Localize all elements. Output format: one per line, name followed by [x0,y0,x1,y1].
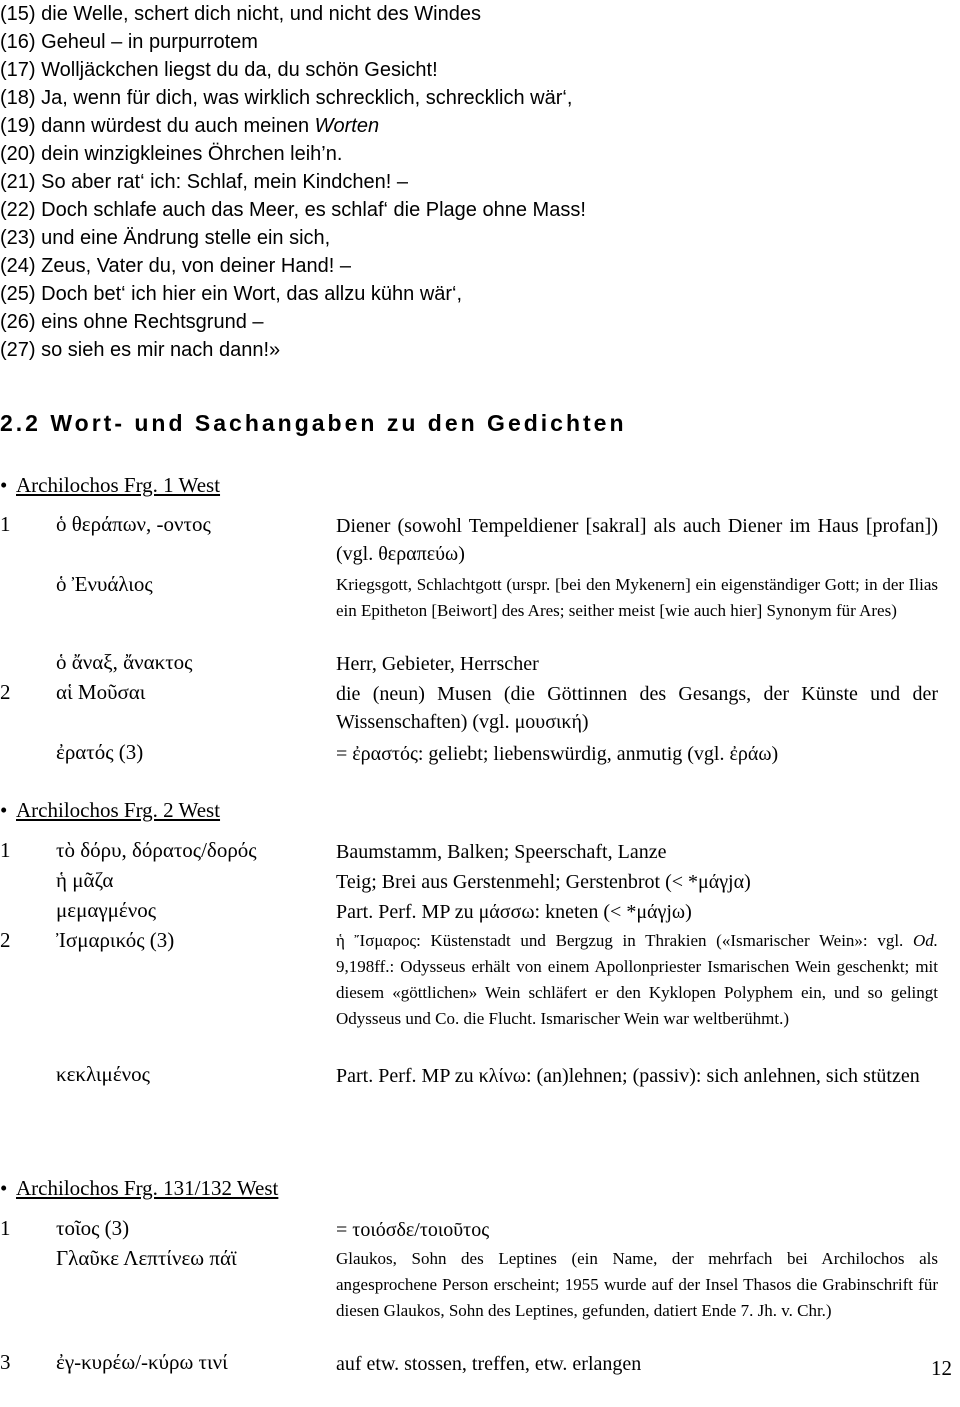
vocab-section [0,1173,960,1203]
greek-term: τὸ δόρυ, δόρατος/δορός [56,838,257,862]
greek-term: Γλαῦκε Λεπτίνεω πάϊ [56,1246,237,1270]
poem-line: (27) so sieh es mir nach dann!» [0,339,281,361]
section-title-text: Archilochos Frg. 1 West [16,473,221,497]
greek-term: ὁ θεράπων, -οντος [56,512,211,536]
definition: Teig; Brei aus Gerstenmehl; Gerstenbrot (< *μάγjα) [336,871,751,893]
poem-line: (20) dein winzigkleines Öhrchen leih’n. [0,143,343,165]
greek-term: μεμαγμένος [56,898,157,922]
definition: Diener (sowohl Tempeldiener [sakral] als auch Diener im Haus [profan]) (vgl. θεραπεύω) [336,515,938,565]
definition-italic: Od. [912,931,938,950]
section-title [0,1173,960,1203]
poem-line: (16) Geheul – in purpurrotem [0,31,258,53]
definition [336,928,938,1032]
line-number: 1 [0,838,11,862]
section-title-text: Archilochos Frg. 131/132 West [16,1176,279,1200]
greek-term: ὁ ἄναξ, ἄνακτος [56,650,193,674]
poem-line-text: (19) dann würdest du auch meinen [0,115,315,137]
greek-term: τοῖος (3) [56,1216,130,1240]
poem-italic-word: Worten [314,115,380,137]
greek-term: ἐγ-κυρέω/-κύρω τινί [56,1350,228,1374]
greek-term: Ἰσμαρικός (3) [56,928,175,952]
definition-part: 9,198ff.: Odysseus erhält von einem Apollonpriester Ismarischen Wein geschenkt; mit diesem «göttlichen» Wein schläfert er den Kyklopen Polyphem ein, und so gelingt Odysseus und Co. die Flucht. Ismarischer Wein war weltberühmt.) [336,957,938,1028]
poem-line [0,112,586,140]
greek-term: κεκλιμένος [56,1062,150,1086]
vocab-section [0,795,960,825]
poem-line: (24) Zeus, Vater du, von deiner Hand! – [0,255,351,277]
bullet-icon: • [0,798,8,822]
greek-term: ὁ Ἐνυάλιος [56,572,153,596]
definition: Kriegsgott, Schlachtgott (urspr. [bei den Mykenern] ein eigenständiger Gott; in der Ilias ein Epitheton [Beiwort] des Ares; seither meist [wie auch hier] Synonym für Ares) [336,575,938,620]
definition: Part. Perf. MP zu μάσσω: kneten (< *μάγjω) [336,901,692,923]
poem-line: (22) Doch schlafe auch das Meer, es schlaf‘ die Plage ohne Mass! [0,199,586,221]
poem-line: (25) Doch bet‘ ich hier ein Wort, das allzu kühn wär‘, [0,283,463,305]
page-number: 12 [931,1356,952,1380]
line-number: 2 [0,680,11,704]
definition: Glaukos, Sohn des Leptines (ein Name, der mehrfach bei Archilochos als angesprochene Person erscheint; 1955 wurde auf der Insel Thasos die Grabinschrift für diesen Glaukos, Sohn des Leptines, gefunden, datiert Ende 7. Jh. v. Chr.) [336,1249,938,1320]
definition: Baumstamm, Balken; Speerschaft, Lanze [336,841,667,863]
section-title [0,795,960,825]
greek-term: ἐρατός (3) [56,740,144,764]
definition: = τοιόσδε/τοιοῦτος [336,1219,490,1241]
poem-line: (21) So aber rat‘ ich: Schlaf, mein Kindchen! – [0,171,408,193]
section-title [0,470,960,500]
line-number: 1 [0,1216,11,1240]
line-number: 1 [0,512,11,536]
definition: Part. Perf. MP zu κλίνω: (an)lehnen; (passiv): sich anlehnen, sich stützen [336,1065,920,1087]
section-heading: 2.2 Wort- und Sachangaben zu den Gedichten [0,410,627,436]
greek-term: ἡ μᾶζα [56,868,114,892]
poem-line: (17) Wolljäckchen liegst du da, du schön Gesicht! [0,59,438,81]
definition-part: ἡ Ἴσμαρος: Küstenstadt und Bergzug in Thrakien («Ismarischer Wein»: vgl. [336,931,913,950]
vocab-section [0,470,960,500]
section-title-text: Archilochos Frg. 2 West [16,798,221,822]
poem-line: (26) eins ohne Rechtsgrund – [0,311,264,333]
poem-line: (18) Ja, wenn für dich, was wirklich schrecklich, schrecklich wär‘, [0,87,573,109]
line-number: 2 [0,928,11,952]
definition: = ἐραστός: geliebt; liebenswürdig, anmutig (vgl. ἐράω) [336,743,779,765]
poem-line: (23) und eine Ändrung stelle ein sich, [0,227,331,249]
definition: die (neun) Musen (die Göttinnen des Gesangs, der Künste und der Wissenschaften) (vgl. μουσική) [336,683,938,733]
poem-translation [0,0,586,364]
definition: auf etw. stossen, treffen, etw. erlangen [336,1353,642,1375]
poem-line: (15) die Welle, schert dich nicht, und nicht des Windes [0,3,481,25]
greek-term: αἱ Μοῦσαι [56,680,146,704]
line-number: 3 [0,1350,11,1374]
definition: Herr, Gebieter, Herrscher [336,653,539,675]
bullet-icon: • [0,1176,8,1200]
bullet-icon: • [0,473,8,497]
